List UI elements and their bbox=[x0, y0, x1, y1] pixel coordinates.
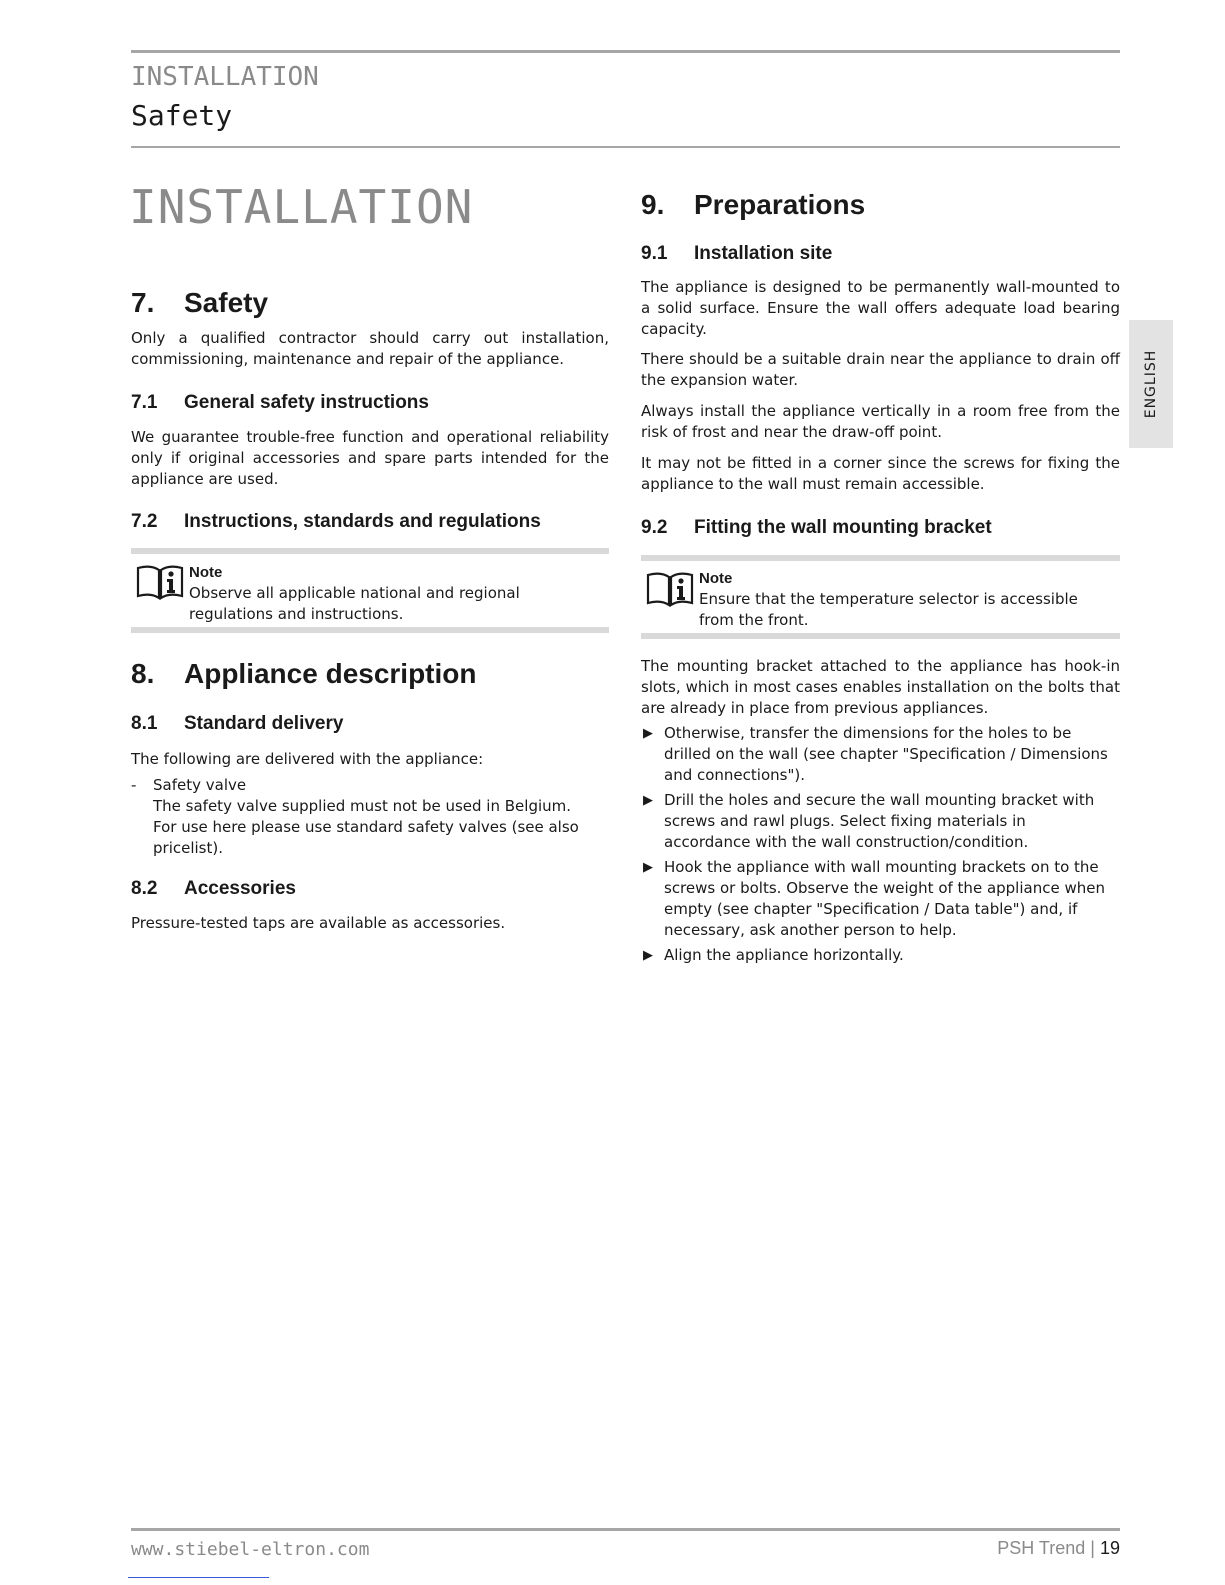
note-box bbox=[131, 548, 609, 633]
heading-number: 8.2 bbox=[131, 878, 158, 899]
paragraph-bracket: The mounting bracket attached to the appliance has hook-in slots, which in most cases enables installation on the bolts that are already in place from previous appliances. bbox=[641, 657, 1120, 717]
heading-9-2 bbox=[641, 517, 992, 539]
language-tab bbox=[1129, 320, 1173, 448]
header-section: INSTALLATION bbox=[131, 62, 319, 92]
paragraph-9-1-b: There should be a suitable drain near the appliance to drain off the expansion water. bbox=[641, 350, 1120, 389]
heading-number: 7. bbox=[131, 287, 155, 318]
page-number: 19 bbox=[1099, 1538, 1120, 1558]
step-item bbox=[643, 723, 1120, 786]
step-text: Drill the holes and secure the wall mounting bracket with screws and rawl plugs. Select fixing materials in accordance with the wall construction/condition. bbox=[664, 791, 1095, 851]
heading-number: 9.1 bbox=[641, 243, 668, 264]
paragraph-7-1: We guarantee trouble-free function and operational reliability only if original accessories and spare parts intended for the appliance are used. bbox=[131, 428, 609, 488]
bullet-arrow-icon: ▶ bbox=[643, 948, 653, 963]
heading-8-1 bbox=[131, 713, 343, 735]
list-item-title: Safety valve bbox=[153, 776, 247, 794]
paragraph-8-1: The following are delivered with the appliance: bbox=[131, 750, 484, 768]
header-bottom-rule bbox=[131, 146, 1120, 148]
note-text: Ensure that the temperature selector is accessible from the front. bbox=[699, 590, 1078, 629]
header-top-rule bbox=[131, 50, 1120, 53]
heading-9-1 bbox=[641, 243, 832, 265]
bullet-arrow-icon: ▶ bbox=[643, 793, 653, 808]
paragraph-9-1-a: The appliance is designed to be permanently wall-mounted to a solid surface. Ensure the wall offers adequate load bearing capacity. bbox=[641, 278, 1120, 338]
heading-number: 7.1 bbox=[131, 392, 158, 413]
header-subsection: Safety bbox=[131, 99, 233, 132]
heading-title: Accessories bbox=[184, 878, 296, 899]
heading-7-1 bbox=[131, 392, 429, 414]
list-dash: - bbox=[131, 776, 137, 794]
note-text: Observe all applicable national and regional regulations and instructions. bbox=[189, 584, 520, 623]
heading-title: Standard delivery bbox=[184, 713, 344, 734]
heading-number: 8.1 bbox=[131, 713, 158, 734]
step-item bbox=[643, 790, 1120, 853]
heading-9 bbox=[641, 189, 865, 221]
heading-title: Fitting the wall mounting bracket bbox=[694, 517, 992, 538]
paragraph-9-1-d: It may not be fitted in a corner since the screws for fixing the appliance to the wall must remain accessible. bbox=[641, 454, 1120, 493]
bullet-arrow-icon: ▶ bbox=[643, 860, 653, 875]
note-box bbox=[641, 555, 1120, 639]
heading-title: Instructions, standards and regulations bbox=[184, 511, 541, 532]
heading-number: 8. bbox=[131, 658, 155, 689]
heading-title: Installation site bbox=[694, 243, 833, 264]
main-title: INSTALLATION bbox=[129, 180, 474, 234]
heading-number: 9.2 bbox=[641, 517, 668, 538]
heading-title: Preparations bbox=[694, 189, 866, 220]
language-tab-label: ENGLISH bbox=[1143, 349, 1159, 419]
step-text: Align the appliance horizontally. bbox=[664, 946, 904, 964]
list-item-text: The safety valve supplied must not be used in Belgium. For use here please use standard safety valves (see also pricelist). bbox=[153, 797, 579, 857]
heading-title: Safety bbox=[184, 287, 269, 318]
footer-link-underline bbox=[128, 1577, 269, 1578]
note-title: Note bbox=[699, 570, 733, 587]
footer-rule bbox=[131, 1528, 1120, 1531]
bullet-arrow-icon: ▶ bbox=[643, 726, 653, 741]
paragraph-8-2: Pressure-tested taps are available as accessories. bbox=[131, 914, 506, 932]
info-book-icon bbox=[645, 569, 695, 609]
paragraph-9-1-c: Always install the appliance vertically in a room free from the risk of frost and near the draw-off point. bbox=[641, 402, 1120, 441]
info-book-icon bbox=[135, 562, 185, 602]
step-item bbox=[643, 945, 1120, 966]
heading-number: 9. bbox=[641, 189, 665, 220]
footer-product-name: PSH Trend | bbox=[997, 1538, 1095, 1558]
step-item bbox=[643, 857, 1120, 941]
heading-title: Appliance description bbox=[184, 658, 477, 689]
paragraph-7: Only a qualified contractor should carry out installation, commissioning, maintenance and repair of the appliance. bbox=[131, 329, 609, 368]
footer-product bbox=[997, 1538, 1120, 1559]
heading-title: General safety instructions bbox=[184, 392, 429, 413]
heading-8-2 bbox=[131, 878, 296, 900]
footer-url[interactable]: www.stiebel-eltron.com bbox=[131, 1539, 370, 1560]
heading-7 bbox=[131, 287, 268, 319]
note-title: Note bbox=[189, 564, 223, 581]
heading-8 bbox=[131, 658, 477, 690]
heading-7-2 bbox=[131, 511, 541, 533]
heading-number: 7.2 bbox=[131, 511, 158, 532]
step-text: Hook the appliance with wall mounting brackets on to the screws or bolts. Observe the weight of the appliance when empty (see chapter "Specification / Data table") and, if necessary, ask another person to help. bbox=[664, 858, 1105, 939]
step-text: Otherwise, transfer the dimensions for the holes to be drilled on the wall (see chapter "Specification / Dimensions and connections"). bbox=[664, 724, 1108, 784]
